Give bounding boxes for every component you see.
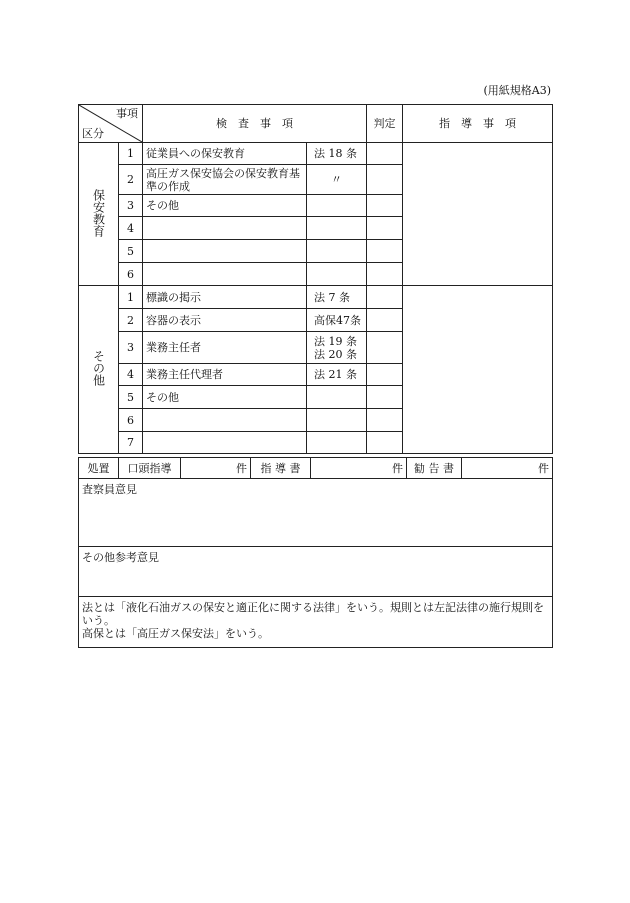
- law-cell: [307, 409, 367, 432]
- item-cell: 標識の掲示: [143, 286, 307, 309]
- other-opinion-field[interactable]: [79, 547, 553, 597]
- guidance-cell[interactable]: [403, 286, 553, 454]
- item-cell: その他: [143, 195, 307, 217]
- header-shidou: 指 導 事 項: [403, 105, 553, 143]
- paper-size-note: (用紙規格A3): [483, 84, 551, 97]
- header-kensa: 検 査 事 項: [143, 105, 367, 143]
- category-cell: [79, 286, 119, 454]
- item-cell: [143, 240, 307, 263]
- item-cell: 容器の表示: [143, 309, 307, 332]
- guidance-document-label: 指 導 書: [251, 458, 311, 479]
- header-jikou: 事項: [116, 107, 138, 120]
- note-line: 法とは「液化石油ガスの保安と適正化に関する法律」をいう。規則とは左記法律の施行規則をいう。: [82, 601, 544, 627]
- judgement-cell[interactable]: [367, 432, 403, 454]
- item-cell: 従業員への保安教育: [143, 143, 307, 165]
- disposition-row: [79, 458, 553, 479]
- law-cell: 法 18 条: [307, 143, 367, 165]
- item-cell: その他: [143, 386, 307, 409]
- item-cell: [143, 217, 307, 240]
- row-number: 2: [119, 309, 143, 332]
- judgement-cell[interactable]: [367, 286, 403, 309]
- other-opinion-row: [79, 547, 553, 597]
- item-cell: [143, 409, 307, 432]
- advisory-document-label: 勧 告 書: [407, 458, 462, 479]
- item-cell: [143, 432, 307, 454]
- law-cell: [307, 263, 367, 286]
- row-number: 6: [119, 263, 143, 286]
- row-number: 1: [119, 143, 143, 165]
- category-cell: [79, 143, 119, 286]
- advisory-document-count[interactable]: [462, 458, 553, 479]
- law-cell: [307, 386, 367, 409]
- inspector-opinion-label: 査察員意見: [82, 483, 137, 496]
- row-number: 7: [119, 432, 143, 454]
- row-number: 5: [119, 386, 143, 409]
- oral-guidance-label: 口頭指導: [119, 458, 181, 479]
- guidance-cell[interactable]: [403, 143, 553, 286]
- row-number: 4: [119, 364, 143, 386]
- law-cell: 法 7 条: [307, 286, 367, 309]
- law-line: 法 20 条: [314, 347, 357, 361]
- law-cell: [307, 195, 367, 217]
- judgement-cell[interactable]: [367, 165, 403, 195]
- law-cell: [307, 240, 367, 263]
- judgement-cell[interactable]: [367, 364, 403, 386]
- footer-table: [78, 457, 553, 648]
- law-cell: 〃: [307, 165, 367, 195]
- disposition-label: 処置: [79, 458, 119, 479]
- law-cell: [307, 432, 367, 454]
- unit-label: 件: [236, 461, 247, 475]
- item-cell: 高圧ガス保安協会の保安教育基準の作成: [143, 165, 307, 195]
- judgement-cell[interactable]: [367, 263, 403, 286]
- law-cell: [307, 332, 367, 364]
- category-label: その他: [91, 350, 106, 386]
- row-number: 3: [119, 332, 143, 364]
- header-row: [79, 105, 553, 143]
- row-number: 3: [119, 195, 143, 217]
- row-number: 1: [119, 286, 143, 309]
- oral-guidance-count[interactable]: [181, 458, 251, 479]
- judgement-cell[interactable]: [367, 332, 403, 364]
- notes-row: [79, 597, 553, 648]
- inspection-table: [78, 104, 553, 454]
- row-number: 2: [119, 165, 143, 195]
- judgement-cell[interactable]: [367, 143, 403, 165]
- notes-cell: [79, 597, 553, 648]
- category-label: 保安教育: [91, 188, 106, 237]
- note-line: 高保とは「高圧ガス保安法」をいう。: [82, 627, 269, 640]
- table-row: [79, 286, 553, 309]
- law-cell: 高保47条: [307, 309, 367, 332]
- row-number: 5: [119, 240, 143, 263]
- judgement-cell[interactable]: [367, 409, 403, 432]
- item-cell: 業務主任代理者: [143, 364, 307, 386]
- row-number: 6: [119, 409, 143, 432]
- judgement-cell[interactable]: [367, 217, 403, 240]
- header-diagonal-cell: [79, 105, 143, 143]
- unit-label: 件: [538, 461, 549, 475]
- table-row: [79, 143, 553, 165]
- guidance-document-count[interactable]: [311, 458, 407, 479]
- inspector-opinion-row: [79, 479, 553, 547]
- judgement-cell[interactable]: [367, 240, 403, 263]
- item-cell: [143, 263, 307, 286]
- row-number: 4: [119, 217, 143, 240]
- item-cell: 業務主任者: [143, 332, 307, 364]
- other-opinion-label: その他参考意見: [82, 551, 159, 564]
- header-hantei: 判定: [367, 105, 403, 143]
- law-line: 法 19 条: [314, 334, 357, 348]
- header-kubun: 区分: [82, 127, 104, 140]
- judgement-cell[interactable]: [367, 309, 403, 332]
- judgement-cell[interactable]: [367, 195, 403, 217]
- law-cell: [307, 217, 367, 240]
- law-cell: 法 21 条: [307, 364, 367, 386]
- unit-label: 件: [392, 461, 403, 475]
- inspector-opinion-field[interactable]: [79, 479, 553, 547]
- judgement-cell[interactable]: [367, 386, 403, 409]
